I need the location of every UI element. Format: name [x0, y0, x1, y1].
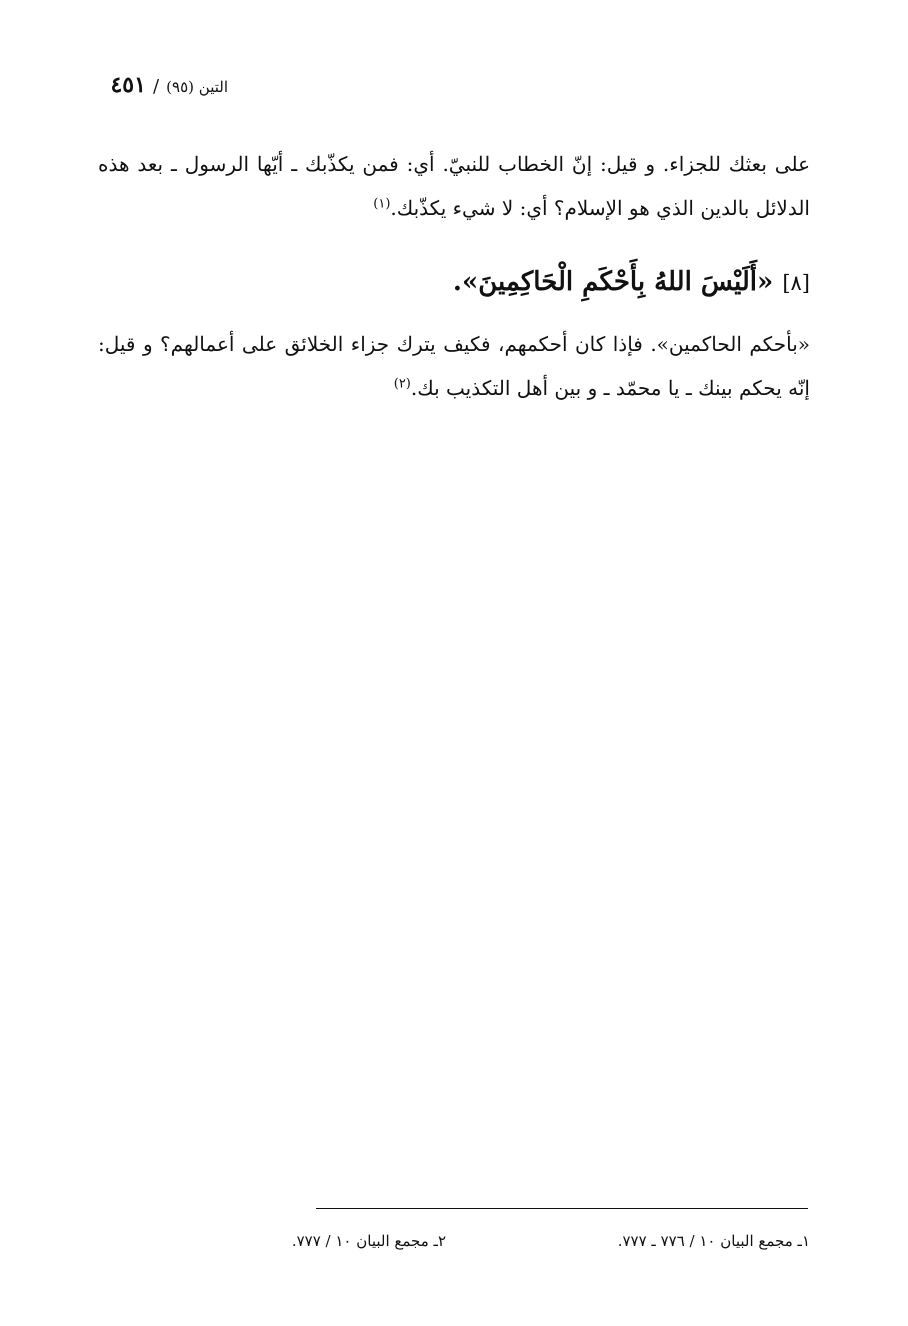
surah-title: التين (٩٥) — [166, 78, 228, 96]
footnote-2: ٢ـ مجمع البيان ١٠ / ٧٧٧. — [291, 1232, 446, 1250]
footnote-1: ١ـ مجمع البيان ١٠ / ٧٧٦ ـ ٧٧٧. — [617, 1232, 810, 1250]
page-header — [68, 72, 228, 98]
paragraph-1-text: على بعثك للجزاء. و قيل: إنّ الخطاب للنبيّ. أي: فمن يكذّبك ـ أيّها الرسول ـ بعد هذه الدلائل بالدين الذي هو الإسلام؟ أي: لا شيء يكذّبك. — [98, 152, 810, 220]
page-number: ٤٥١ — [110, 72, 146, 98]
quran-verse — [98, 262, 810, 303]
footnote-ref-1: (١) — [373, 196, 391, 212]
commentary-paragraph-1 — [98, 142, 810, 230]
footnote-ref-2: (٢) — [393, 376, 411, 392]
verse-number: [٨] — [782, 271, 810, 295]
footnote-divider — [316, 1208, 808, 1209]
header-separator: / — [153, 76, 160, 97]
paragraph-2-text: «بأحكم الحاكمين». فإذا كان أحكمهم، فكيف يترك جزاء الخلائق على أعمالهم؟ و قيل: إنّه يحكم بينك ـ يا محمّد ـ و بين أهل التكذيب بك. — [98, 332, 810, 400]
commentary-paragraph-2 — [98, 322, 810, 410]
verse-text: «أَلَيْسَ اللهُ بِأَحْكَمِ الْحَاكِمِينَ». — [452, 267, 774, 297]
